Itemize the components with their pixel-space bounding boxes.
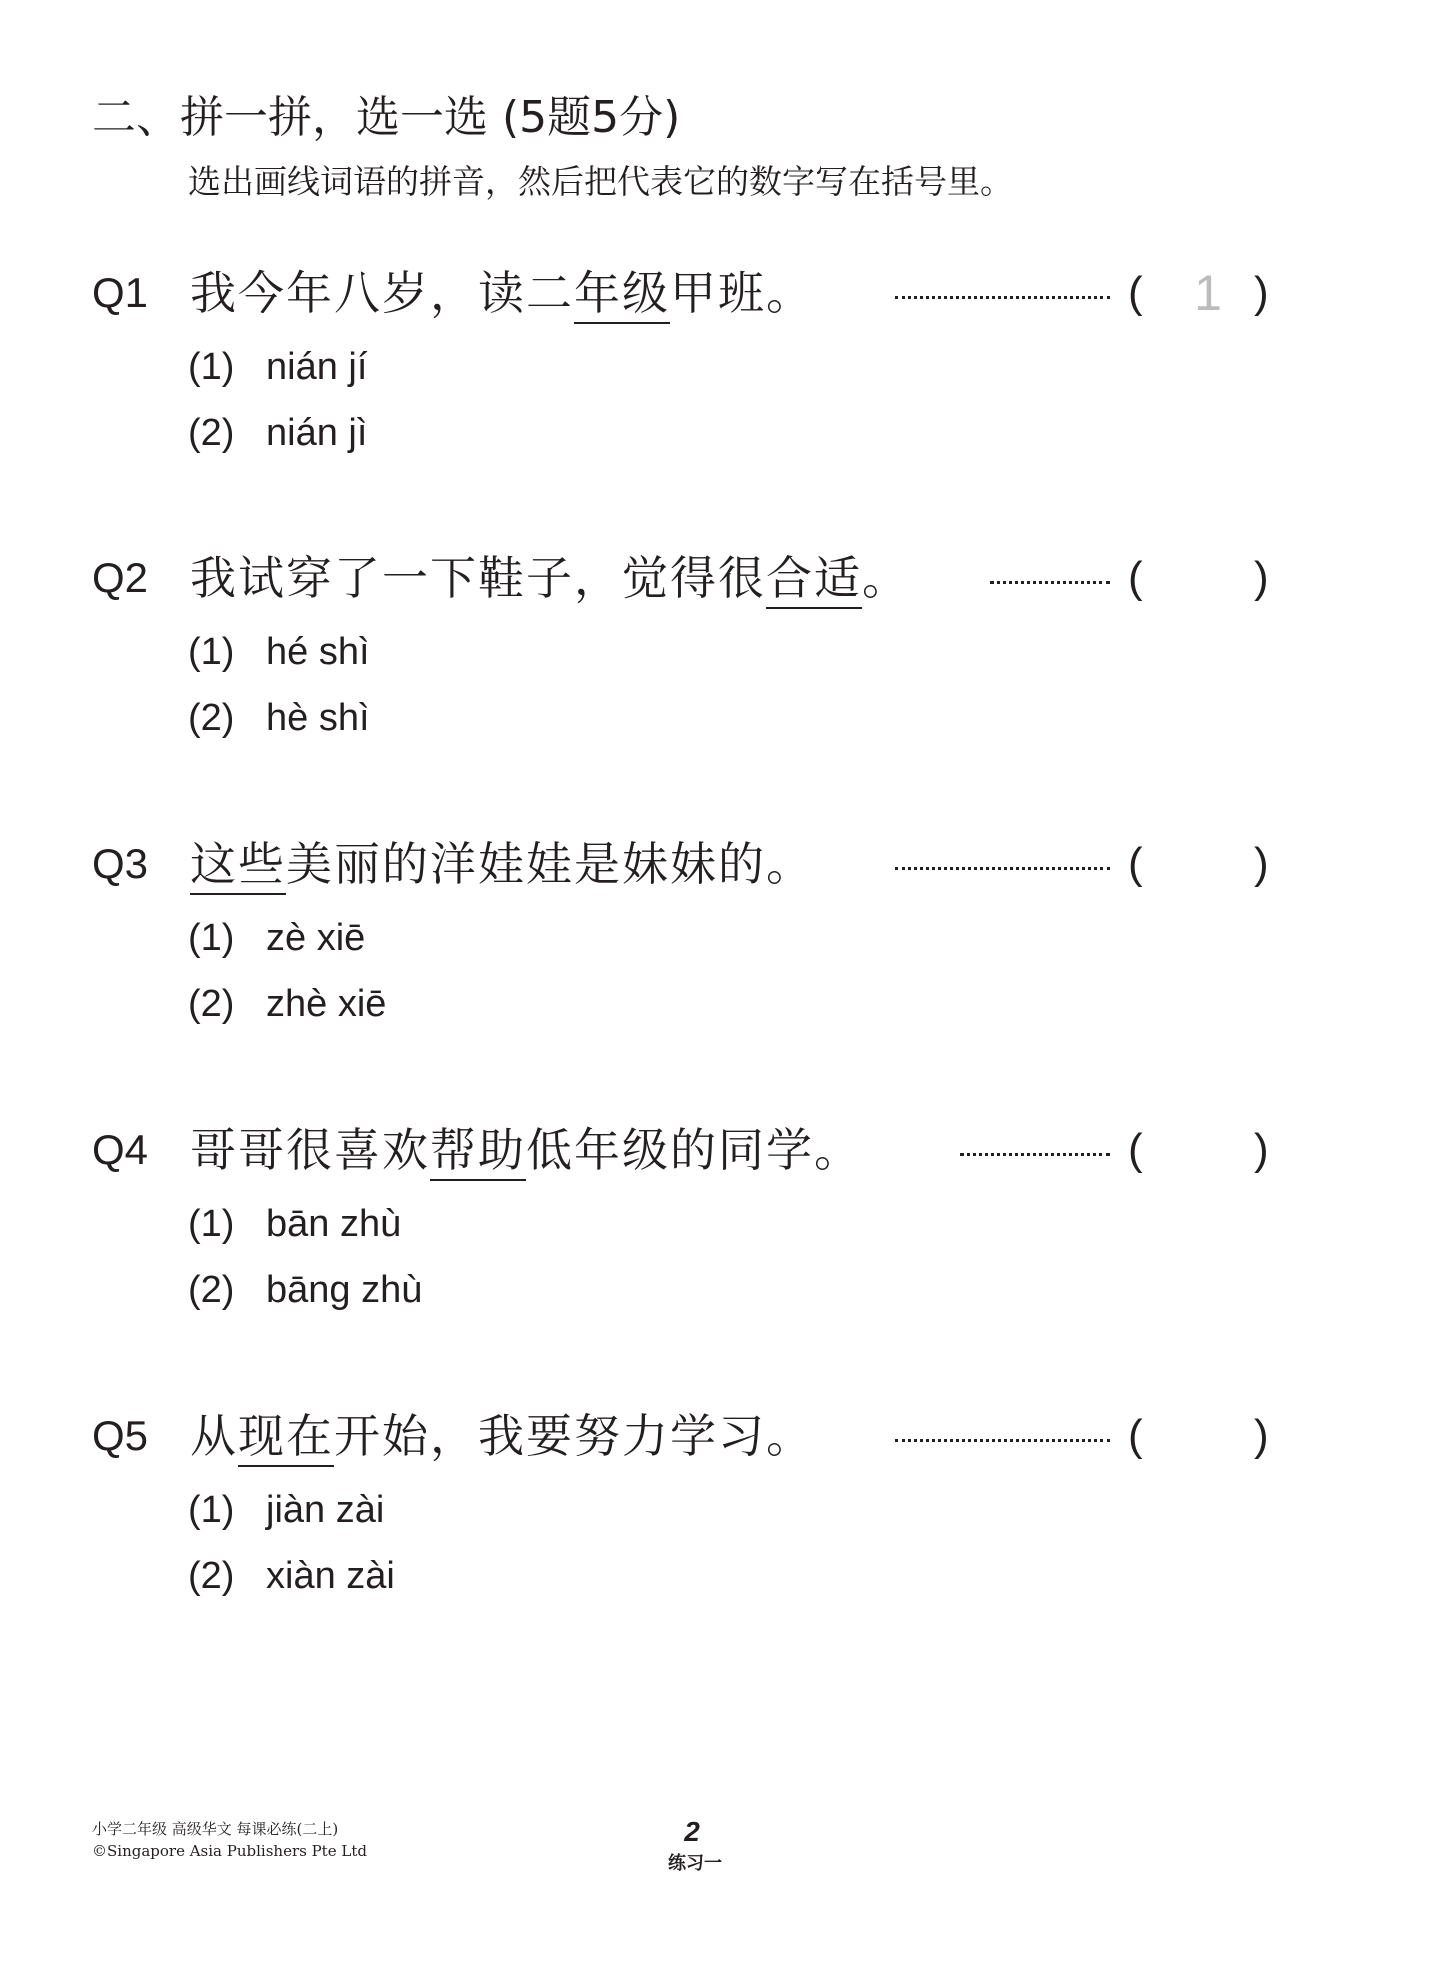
- options: [188, 905, 386, 1037]
- dotted-leader: [990, 581, 1110, 584]
- answer-field[interactable]: 1: [1194, 265, 1222, 321]
- pinyin: nián jì: [266, 412, 368, 454]
- question-2: [0, 543, 1445, 783]
- pinyin: jiàn zài: [266, 1489, 385, 1531]
- options: [188, 619, 370, 751]
- footer-book-info: [92, 1818, 367, 1862]
- option-1: (1) nián jí: [188, 346, 368, 388]
- answer-paren-open: (: [1128, 1411, 1143, 1460]
- option-2: (2) zhè xiē: [188, 983, 387, 1025]
- answer-paren-close: ): [1254, 268, 1269, 317]
- answer-paren-open: (: [1128, 553, 1143, 602]
- pinyin: zè xiē: [266, 917, 366, 959]
- question-5: [0, 1401, 1445, 1641]
- question-label: Q5: [92, 1412, 149, 1459]
- answer-paren-close: ): [1254, 1411, 1269, 1460]
- dotted-leader: [960, 1153, 1110, 1156]
- question-sentence: 哥哥很喜欢帮助低年级的同学。: [190, 1115, 862, 1185]
- question-sentence: 我今年八岁，读二年级甲班。: [190, 258, 814, 328]
- option-2: (2) xiàn zài: [188, 1555, 395, 1597]
- question-sentence: 从现在开始，我要努力学习。: [190, 1401, 814, 1471]
- instruction: 选出画线词语的拼音，然后把代表它的数字写在括号里。: [188, 162, 1013, 201]
- question-label: Q1: [92, 269, 149, 316]
- pinyin: bān zhù: [266, 1203, 402, 1245]
- option-1: (1) hé shì: [188, 631, 370, 673]
- option-1: (1) bān zhù: [188, 1203, 402, 1245]
- question-label: Q4: [92, 1126, 149, 1173]
- pinyin: zhè xiē: [266, 983, 387, 1025]
- underlined-word: 这些: [190, 837, 286, 895]
- exercise-label: 练习一: [668, 1853, 722, 1874]
- pinyin: bāng zhù: [266, 1269, 423, 1311]
- option-1: (1) jiàn zài: [188, 1489, 385, 1531]
- question-4: [0, 1115, 1445, 1355]
- question-label: Q2: [92, 554, 149, 601]
- answer-paren-close: ): [1254, 1125, 1269, 1174]
- option-2: (2) nián jì: [188, 412, 368, 454]
- footer-copyright: ©Singapore Asia Publishers Pte Ltd: [92, 1842, 367, 1860]
- question-3: [0, 829, 1445, 1069]
- page-number: 2: [684, 1816, 700, 1847]
- options: [188, 1191, 422, 1323]
- question-sentence: 这些美丽的洋娃娃是妹妹的。: [190, 829, 814, 899]
- answer-paren-open: (: [1128, 268, 1143, 317]
- answer-paren-close: ): [1254, 839, 1269, 888]
- section-title: 二、拼一拼，选一选 (5题5分): [92, 92, 681, 143]
- underlined-word: 合适: [766, 551, 862, 609]
- pinyin: nián jí: [266, 346, 368, 388]
- pinyin: hé shì: [266, 631, 370, 673]
- dotted-leader: [895, 296, 1110, 299]
- answer-paren-close: ): [1254, 553, 1269, 602]
- option-2: (2) hè shì: [188, 697, 370, 739]
- underlined-word: 帮助: [430, 1123, 526, 1181]
- options: [188, 1477, 395, 1609]
- dotted-leader: [895, 1439, 1110, 1442]
- underlined-word: 年级: [574, 266, 670, 324]
- question-label: Q3: [92, 840, 149, 887]
- question-1: [0, 258, 1445, 498]
- footer-book-title: 小学二年级 高级华文 每课必练(二上): [92, 1820, 339, 1838]
- options: [188, 334, 367, 466]
- underlined-word: 现在: [238, 1409, 334, 1467]
- question-sentence: 我试穿了一下鞋子，觉得很合适。: [190, 543, 910, 613]
- answer-paren-open: (: [1128, 1125, 1143, 1174]
- option-1: (1) zè xiē: [188, 917, 366, 959]
- dotted-leader: [895, 867, 1110, 870]
- pinyin: hè shì: [266, 697, 370, 739]
- answer-paren-open: (: [1128, 839, 1143, 888]
- pinyin: xiàn zài: [266, 1555, 395, 1597]
- option-2: (2) bāng zhù: [188, 1269, 423, 1311]
